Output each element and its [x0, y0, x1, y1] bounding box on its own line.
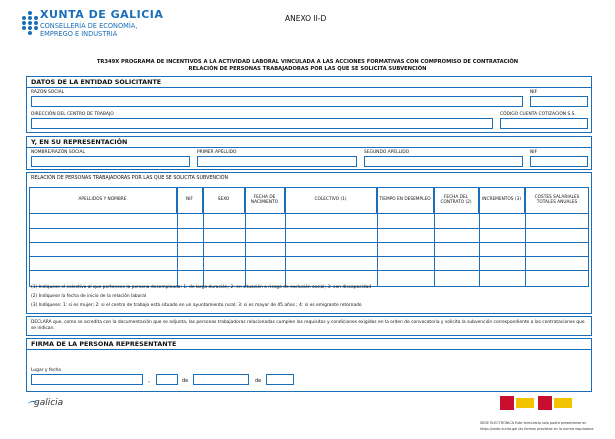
col-tiempo-desempleo: TIEMPO EN DESEMPLEO [377, 187, 434, 214]
col-apellidos: APELLIDOS Y NOMBRE [29, 187, 177, 214]
section-solicitante [26, 76, 592, 133]
form-title-line1: TR349X PROGRAMA DE INCENTIVOS A LA ACTIVIDAD LABORAL VINCULADA A LAS ACCIONES FORMATIVAS CON COMPROMISO DE CONTRATACIÓN [96, 59, 519, 65]
rep-nif-label: NIF [530, 150, 538, 155]
primer-apellido-field[interactable] [197, 156, 357, 167]
lugar-fecha-label: Lugar y fecha [31, 368, 61, 373]
galicia-swoosh-icon [28, 401, 38, 408]
comma-separator: , [148, 377, 150, 384]
col-incrementos: INCREMENTOS (3) [479, 187, 525, 214]
gobierno-logo [516, 398, 534, 408]
galicia-logo [34, 398, 63, 408]
ministerio-emblem-icon [538, 396, 552, 410]
note-colectivo: (1) Indíquese el colectivo al que pertenece la persona desempleada: 1: de larga duración; 2: en situación o riesgo de exclusión social; 3: con discapacidad [31, 285, 372, 290]
ministerio-logo [554, 398, 572, 408]
section-heading: DATOS DE LA ENTIDAD SOLICITANTE [31, 78, 162, 86]
note-incrementos: (3) Indíquese: 1: si es mujer; 2: si el centro de trabajo está situado en un ayuntamiento rural; 3: si es mayor de 45 años ; 4: si es emigrante retornado [31, 303, 362, 308]
de-label-2: de [255, 378, 262, 384]
rep-nif-field[interactable] [530, 156, 588, 167]
col-fecha-nacimiento: FECHA DE NACIMIENTO [245, 187, 285, 214]
anexo-label: ANEXO II-D [285, 14, 327, 23]
sede-line1: SEDE ELECTRÓNICA Este formulario solo podrá presentarse en [480, 421, 587, 425]
note-fecha: (2) Indíquese la fecha de inicio de la relación laboral [31, 294, 147, 299]
col-fecha-contrato: FECHA DEL CONTRATO (2) [434, 187, 479, 214]
nombre-field[interactable] [31, 156, 190, 167]
codigo-cuenta-field[interactable] [500, 118, 588, 129]
section-declara [26, 316, 592, 336]
direccion-label: DIRECCIÓN DEL CENTRO DE TRABAJO [31, 112, 114, 117]
declara-text: DECLARA que, como se acredita con la documentación que se adjunta, las personas trabajadoras relacionadas cumplen los requisitos y condiciones exigidos en la orden de convocatoria y solicita la subvención correspondiente a las contrataciones que se indican. [31, 320, 585, 331]
org-dept-line2: EMPREGO E INDUSTRIA [40, 30, 118, 38]
sede-line2: https://sede.xunta.gal las formas previstas en la norma reguladora [480, 427, 594, 431]
direccion-field[interactable] [31, 118, 493, 129]
nif-field[interactable] [530, 96, 588, 107]
col-nif: NIF [177, 187, 203, 214]
mes-field[interactable] [193, 374, 249, 385]
segundo-apellido-label: SEGUNDO APELLIDO [364, 150, 410, 155]
spain-emblem-icon [500, 396, 514, 410]
section-firma [26, 338, 592, 392]
org-dept-line1: CONSELLERÍA DE ECONOMÍA, [40, 22, 138, 30]
section-heading: Y, EN SU REPRESENTACIÓN [31, 138, 128, 146]
form-title-line2: RELACIÓN DE PERSONAS TRABAJADORAS POR LAS QUE SE SOLICITA SUBVENCIÓN [188, 66, 427, 72]
section-relacion [26, 172, 592, 314]
nombre-label: NOMBRE/RAZÓN SOCIAL [31, 150, 85, 155]
footer-logos [500, 396, 596, 412]
col-costes: COSTES SALARIALES TOTALES ANUALES [525, 187, 589, 214]
firma-heading: FIRMA DE LA PERSONA REPRESENTANTE [31, 340, 177, 348]
xunta-cross-icon [22, 11, 38, 37]
relacion-heading: RELACIÓN DE PERSONAS TRABAJADORAS POR LAS QUE SE SOLICITA SUBVENCIÓN [31, 176, 229, 181]
lugar-field[interactable] [31, 374, 143, 385]
col-sexo: SEXO [203, 187, 245, 214]
section-representacion [26, 136, 592, 170]
anio-field[interactable] [266, 374, 294, 385]
galicia-text: galicia [34, 398, 64, 408]
de-label-1: de [182, 378, 189, 384]
xunta-logo [22, 8, 164, 52]
personas-table [29, 187, 589, 287]
dia-field[interactable] [156, 374, 178, 385]
codigo-cuenta-label: CÓDIGO CUENTA COTIZACIÓN S.S. [500, 112, 576, 117]
primer-apellido-label: PRIMER APELLIDO [197, 150, 237, 155]
razon-social-field[interactable] [31, 96, 523, 107]
col-colectivo: COLECTIVO (1) [285, 187, 377, 214]
segundo-apellido-field[interactable] [364, 156, 523, 167]
nif-label: NIF [530, 90, 538, 95]
org-name: XUNTA DE GALICIA [40, 8, 164, 21]
razon-social-label: RAZÓN SOCIAL [31, 90, 65, 95]
